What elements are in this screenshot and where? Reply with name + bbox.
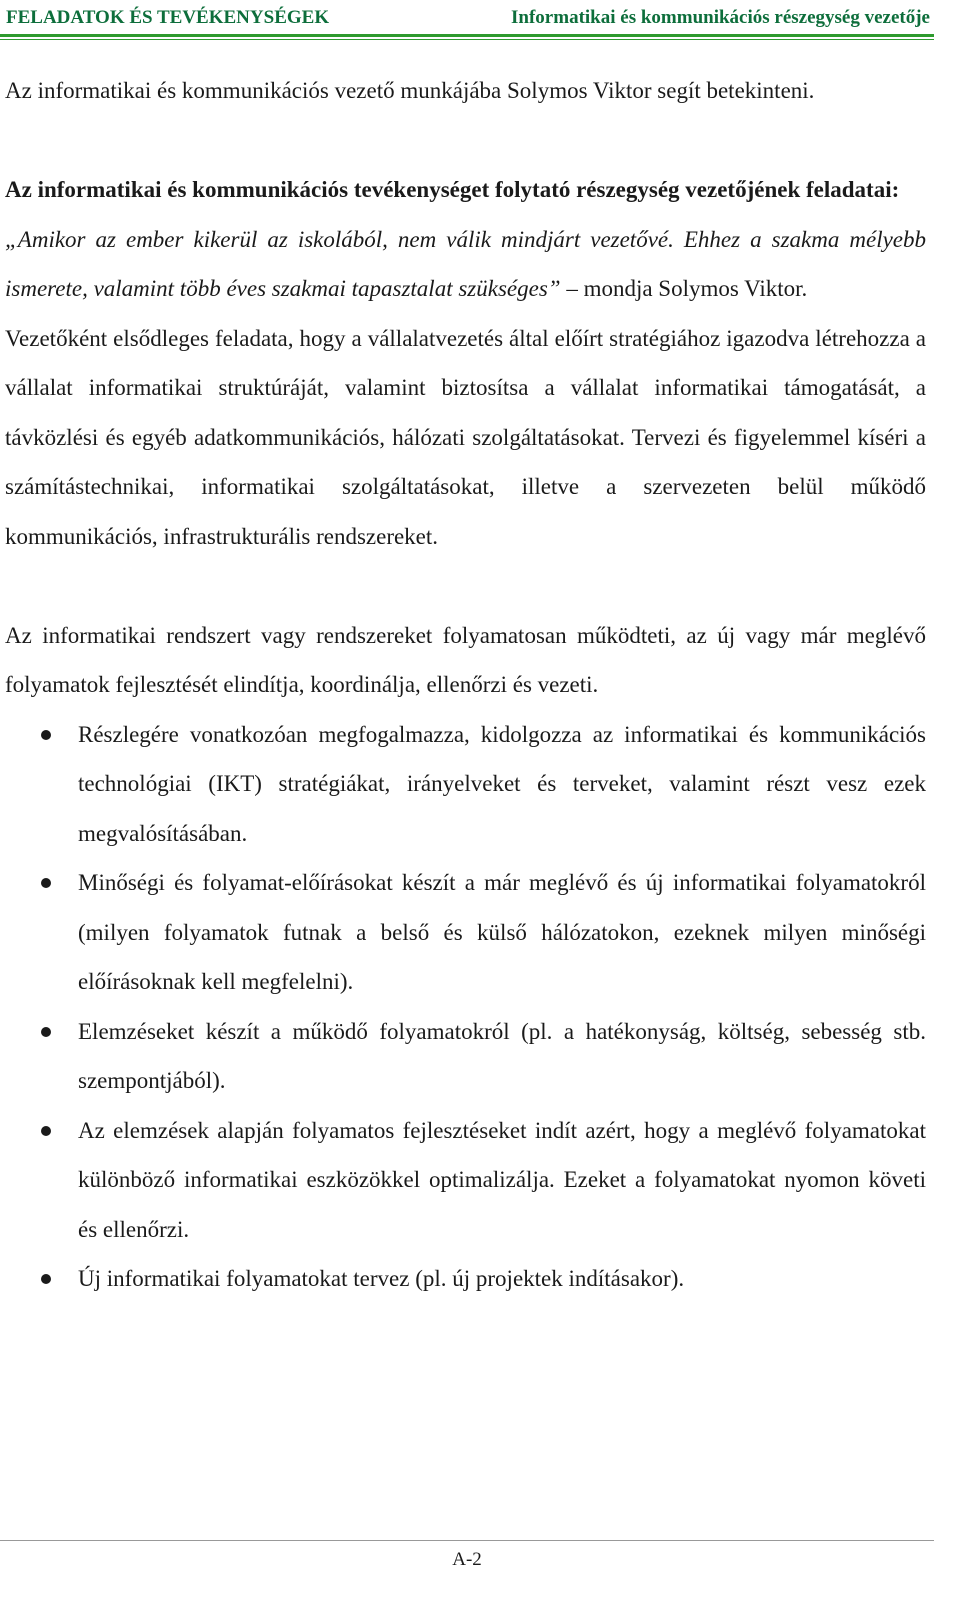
list-item-text: Minőségi és folyamat-előírásokat készít a már meglévő és új informatikai folyamatokról (milyen folyamatok futnak a belső és külső hálózatokon, ezeknek milyen minőségi előírásoknak kell megfelelni). [78, 870, 926, 994]
bullet-icon [41, 878, 51, 888]
responsibilities-paragraph: Vezetőként elsődleges feladata, hogy a vállalatvezetés által előírt stratégiához igazodva létrehozza a vállalat informatikai struktúráját, valamint biztosítsa a vállalat informatikai támogatását, a távközlési és egyéb adatkommunikációs, hálózati szolgáltatásokat. Tervezi és figyelemmel kíséri a számítástechnikai, informatikai szolgáltatásokat, illetve a szervezeten belül működő kommunikációs, infrastrukturális rendszereket. [5, 325, 926, 549]
list-item-text: Elemzéseket készít a működő folyamatokról (pl. a hatékonyság, költség, sebesség stb. szempontjából). [78, 1018, 926, 1093]
list-item [5, 858, 926, 1007]
list-item-text: Az elemzések alapján folyamatos fejlesztéseket indít azért, hogy a meglévő folyamatokat különböző informatikai eszközökkel optimalizálja. Ezeket a folyamatokat nyomon követi és ellenőrzi. [78, 1117, 926, 1242]
list-item [5, 1254, 926, 1304]
document-body [5, 66, 926, 1304]
section-heading: Az informatikai és kommunikációs tevékenységet folytató részegység vezetőjének feladatai: [5, 177, 900, 202]
task-list [5, 710, 926, 1304]
quote-paragraph [5, 215, 926, 314]
list-item-text: Új informatikai folyamatokat tervez (pl. új projektek indításakor). [78, 1266, 685, 1291]
list-item [5, 710, 926, 859]
quote-attribution: – mondja Solymos Viktor. [560, 276, 808, 301]
quote-text: „Amikor az ember kikerül az iskolából, nem válik mindjárt vezetővé. Ehhez a szakma mélyebb ismerete, valamint több éves szakmai tapasztalat szükséges” [5, 226, 926, 301]
spacer [5, 561, 926, 611]
bullet-icon [41, 1274, 51, 1284]
list-item-text: Részlegére vonatkozóan megfogalmazza, kidolgozza az informatikai és kommunikációs technológiai (IKT) stratégiákat, irányelveket és terveket, valamint részt vesz ezek megvalósításában. [78, 721, 926, 846]
footer-rule [0, 1540, 934, 1541]
page-header [0, 0, 934, 36]
header-right-title: Informatikai és kommunikációs részegység vezetője [511, 7, 930, 28]
operations-paragraph: Az informatikai rendszert vagy rendszereket folyamatosan működteti, az új vagy már meglévő folyamatok fejlesztését elindítja, koordinálja, ellenőrzi és vezeti. [5, 622, 926, 697]
list-item [5, 1106, 926, 1255]
bullet-icon [41, 730, 51, 740]
list-item [5, 1007, 926, 1106]
spacer [5, 116, 926, 166]
header-left-title: FELADATOK ÉS TEVÉKENYSÉGEK [6, 7, 330, 28]
page-number: A-2 [452, 1549, 482, 1570]
intro-paragraph: Az informatikai és kommunikációs vezető munkájába Solymos Viktor segít betekinteni. [5, 78, 815, 103]
header-rule-thin [0, 39, 934, 40]
bullet-icon [41, 1126, 51, 1136]
header-rule-thick [0, 34, 934, 37]
bullet-icon [41, 1027, 51, 1037]
